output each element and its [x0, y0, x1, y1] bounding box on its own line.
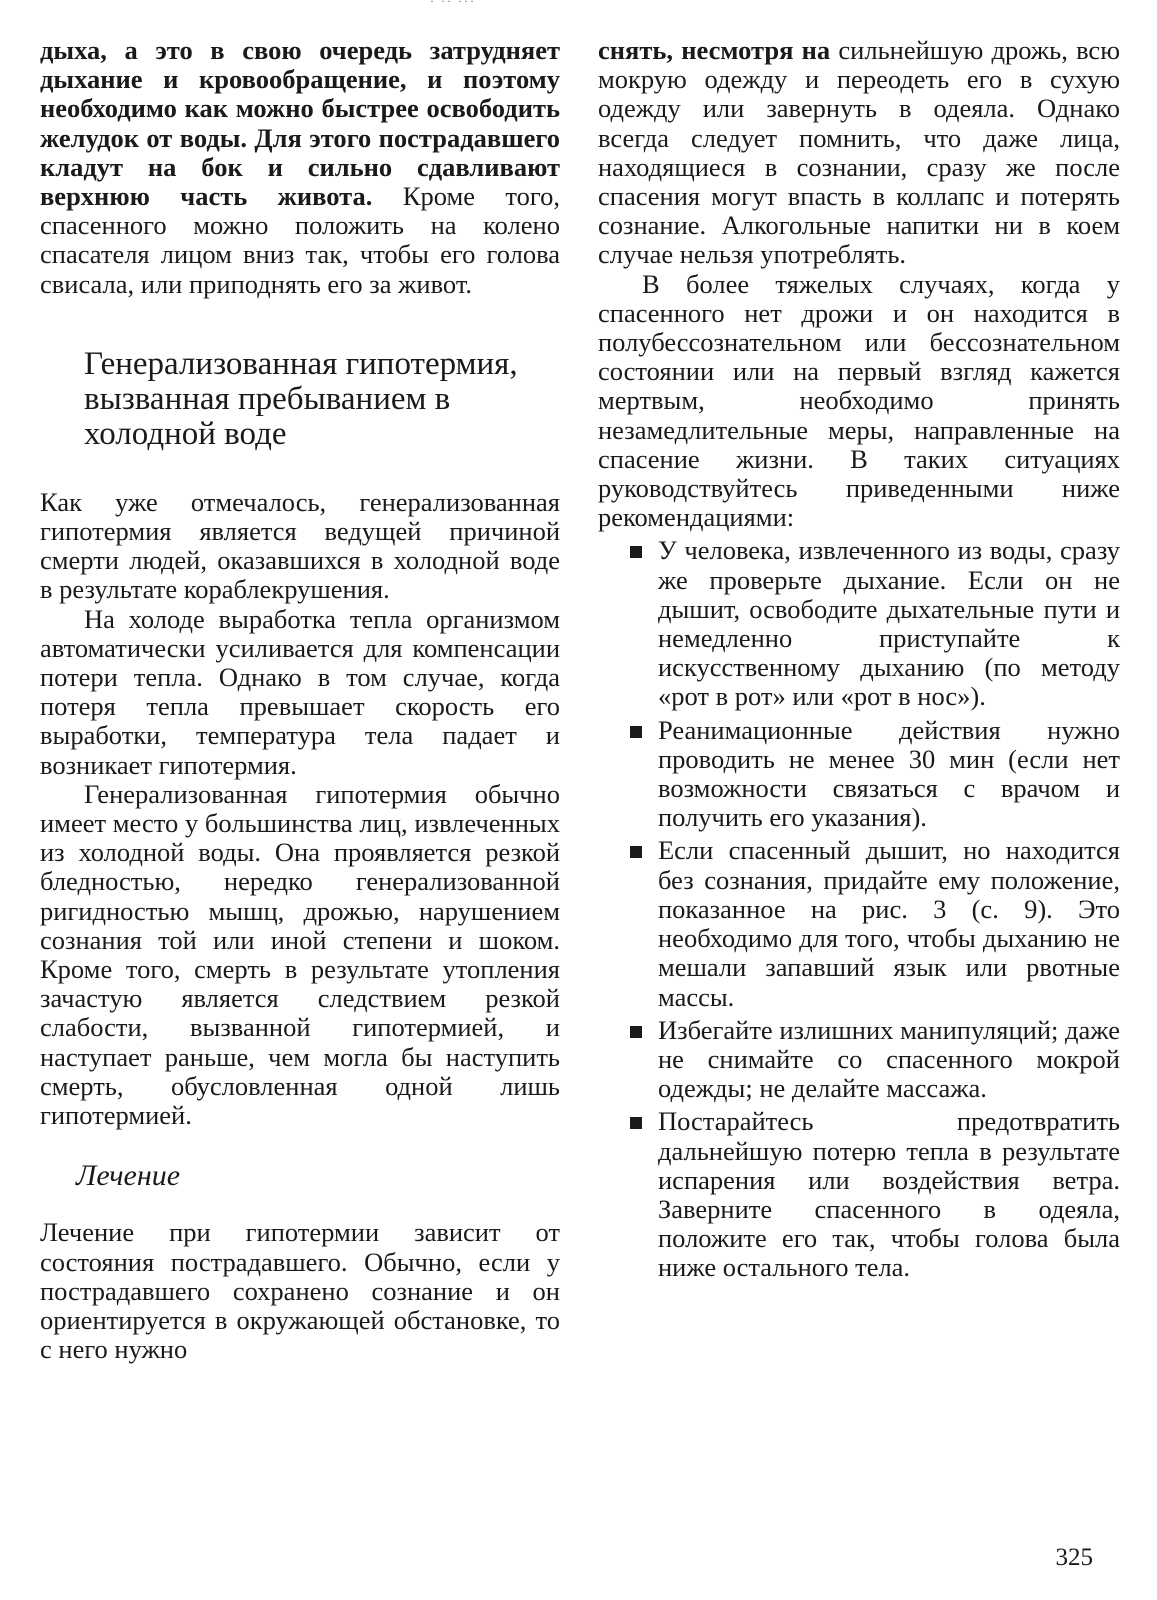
intro-rest-text: Кроме того, спасенного можно положить на колено спасателя лицом вниз так, чтобы его голова свисала, или приподнять его за живот. — [40, 181, 560, 299]
page-number: 325 — [1055, 1544, 1093, 1571]
paragraph: Лечение при гипотермии зависит от состояния пострадавшего. Обычно, если у пострадавшего сохранено сознание и он ориентируется в окружающей обстановке, то с него нужно — [40, 1217, 560, 1365]
list-item — [598, 716, 1120, 833]
paragraph: На холоде выработка тепла организмом автоматически усиливается для компенсации потери тепла. Однако в том случае, когда потеря тепла превышает скорость его выработки, температура тела падает и возникает гипотермия. — [40, 603, 560, 780]
list-item-text: Если спасенный дышит, но находится без сознания, придайте ему положение, показанное на рис. 3 (с. 9). Это необходимо для того, чтобы дыханию не мешали запавший язык или рвотные массы. — [658, 835, 1120, 1012]
list-item-text: Реанимационные действия нужно проводить не менее 30 мин (если нет возможности связаться с врачом и получить его указания). — [658, 714, 1120, 833]
right-column — [598, 36, 1120, 1287]
list-item — [598, 536, 1120, 711]
left-column — [40, 36, 560, 1364]
square-bullet-icon — [630, 546, 642, 558]
recommendations-list — [598, 536, 1120, 1282]
continuation-rest-text: сильнейшую дрожь, всю мокрую одежду и переодеть его в сухую одежду или завернуть в одеяла. Однако всегда следует помнить, что даже лица, находящиеся в сознании, сразу же после спасения могут впасть в коллапс и потерять сознание. Алкогольные напитки ни в коем случае нельзя употреблять. — [598, 35, 1120, 270]
continuation-paragraph — [598, 36, 1120, 270]
intro-paragraph — [40, 36, 560, 299]
square-bullet-icon — [630, 846, 642, 858]
list-item-text: Постарайтесь предотвратить дальнейшую потерю тепла в результате испарения или воздействия ветра. Заверните спасенного в одеяла, положите его так, чтобы голова была ниже остального тела. — [658, 1106, 1120, 1283]
paragraph: Как уже отмечалось, генерализованная гипотермия является ведущей причиной смерти людей, оказавшихся в холодной воде в результате кораблекрушения. — [40, 486, 560, 605]
list-item — [598, 1107, 1120, 1282]
square-bullet-icon — [630, 1117, 642, 1129]
list-item — [598, 836, 1120, 1011]
list-item-text: У человека, извлеченного из воды, сразу же проверьте дыхание. Если он не дышит, освободите дыхательные пути и немедленно приступайте к искусственному дыханию (по методу «рот в рот» или «рот в нос»). — [658, 535, 1120, 712]
paragraph: Генерализованная гипотермия обычно имеет место у большинства лиц, извлеченных из холодной воды. Она проявляется резкой бледностью, нередко генерализованной ригидностью мышц, дрожью, нарушением сознания той или иной степени и шоком. Кроме того, смерть в результате утопления зачастую является следствием резкой слабости, вызванной гипотермией, и наступает раньше, чем могла бы наступить смерть, обусловленная одной лишь гипотермией. — [40, 778, 560, 1131]
list-item — [598, 1016, 1120, 1104]
continuation-bold-text: снять, несмотря на — [598, 35, 831, 65]
section-title: Генерализованная гипотермия, вызванная пребыванием в холодной воде — [84, 345, 518, 452]
square-bullet-icon — [630, 726, 642, 738]
square-bullet-icon — [630, 1026, 642, 1038]
intro-bold-text: дыха, а это в свою очередь затрудняет дыхание и кровообращение, и поэтому необходимо как можно быстрее освободить желудок от воды. Для этого пострадавшего кладут на бок и сильно сдавливают верхнюю часть живота. — [40, 35, 560, 212]
list-item-text: Избегайте излишних манипуляций; даже не снимайте со спасенного мокрой одежды; не делайте массажа. — [658, 1014, 1120, 1104]
header-fragment: · ·· ··· — [430, 0, 476, 8]
subsection-title: Лечение — [76, 1159, 181, 1193]
paragraph: В более тяжелых случаях, когда у спасенного нет дрожи и он находится в полубессознательном или бессознательном состоянии или на первый взгляд кажется мертвым, необходимо принять незамедлительные меры, направленные на спасение жизни. В таких ситуациях руководствуйтесь приведенными ниже рекомендациями: — [598, 268, 1120, 533]
